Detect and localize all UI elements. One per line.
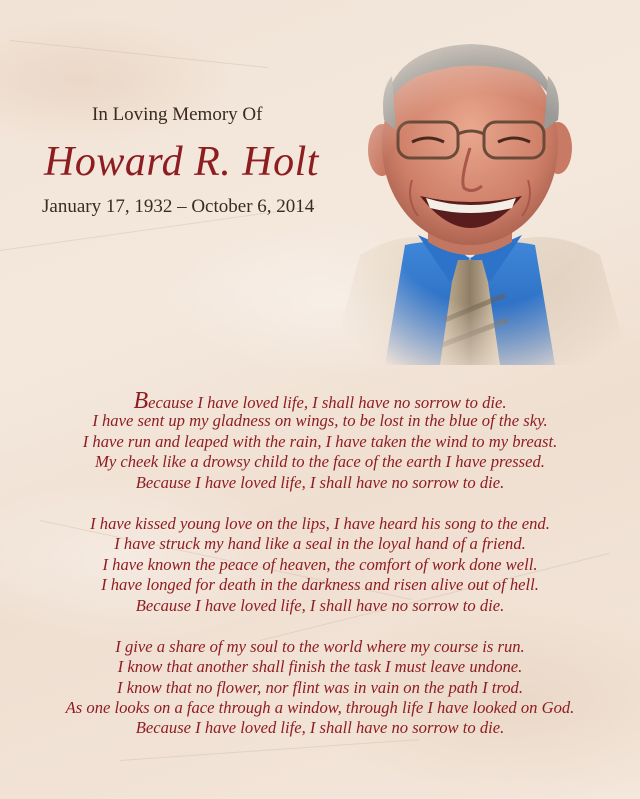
poem-line: I give a share of my soul to the world where my course is run. [115,636,525,656]
poem-drop-cap: B [133,388,149,414]
poem-line: I have sent up my gladness on wings, to be lost in the blue of the sky. [92,411,548,431]
poem-line-text: ecause I have loved life, I shall have no sorrow to die. [148,393,507,412]
poem-line: I know that no flower, nor flint was in vain on the path I trod. [117,677,523,697]
poem-line: I have known the peace of heaven, the comfort of work done well. [102,554,538,574]
poem-stanza [0,388,640,493]
portrait-photo [300,20,640,365]
marble-vein [10,40,269,68]
poem-line: I have struck my hand like a seal in the loyal hand of a friend. [114,534,526,554]
poem-line: Because I have loved life, I shall have no sorrow to die. [135,718,505,738]
poem-stanza [0,637,640,739]
poem-line: I know that another shall finish the task I must leave undone. [117,657,523,677]
poem-line: As one looks on a face through a window, through life I have looked on God. [65,698,575,718]
deceased-name: Howard R. Holt [44,139,319,185]
poem-line: Because I have loved life, I shall have no sorrow to die. [135,472,505,492]
memory-heading: In Loving Memory Of [92,104,263,125]
poem-line: Because I have loved life, I shall have no sorrow to die. [135,595,505,615]
poem-stanza [0,514,640,616]
poem-line: I have longed for death in the darkness and risen alive out of hell. [101,575,539,595]
poem-line: I have kissed young love on the lips, I have heard his song to the end. [90,513,550,533]
poem-line: My cheek like a drowsy child to the face of the earth I have pressed. [95,452,545,472]
poem-line [0,388,640,414]
poem [0,388,640,760]
life-dates: January 17, 1932 – October 6, 2014 [42,196,315,217]
poem-line: I have run and leaped with the rain, I have taken the wind to my breast. [82,431,558,451]
